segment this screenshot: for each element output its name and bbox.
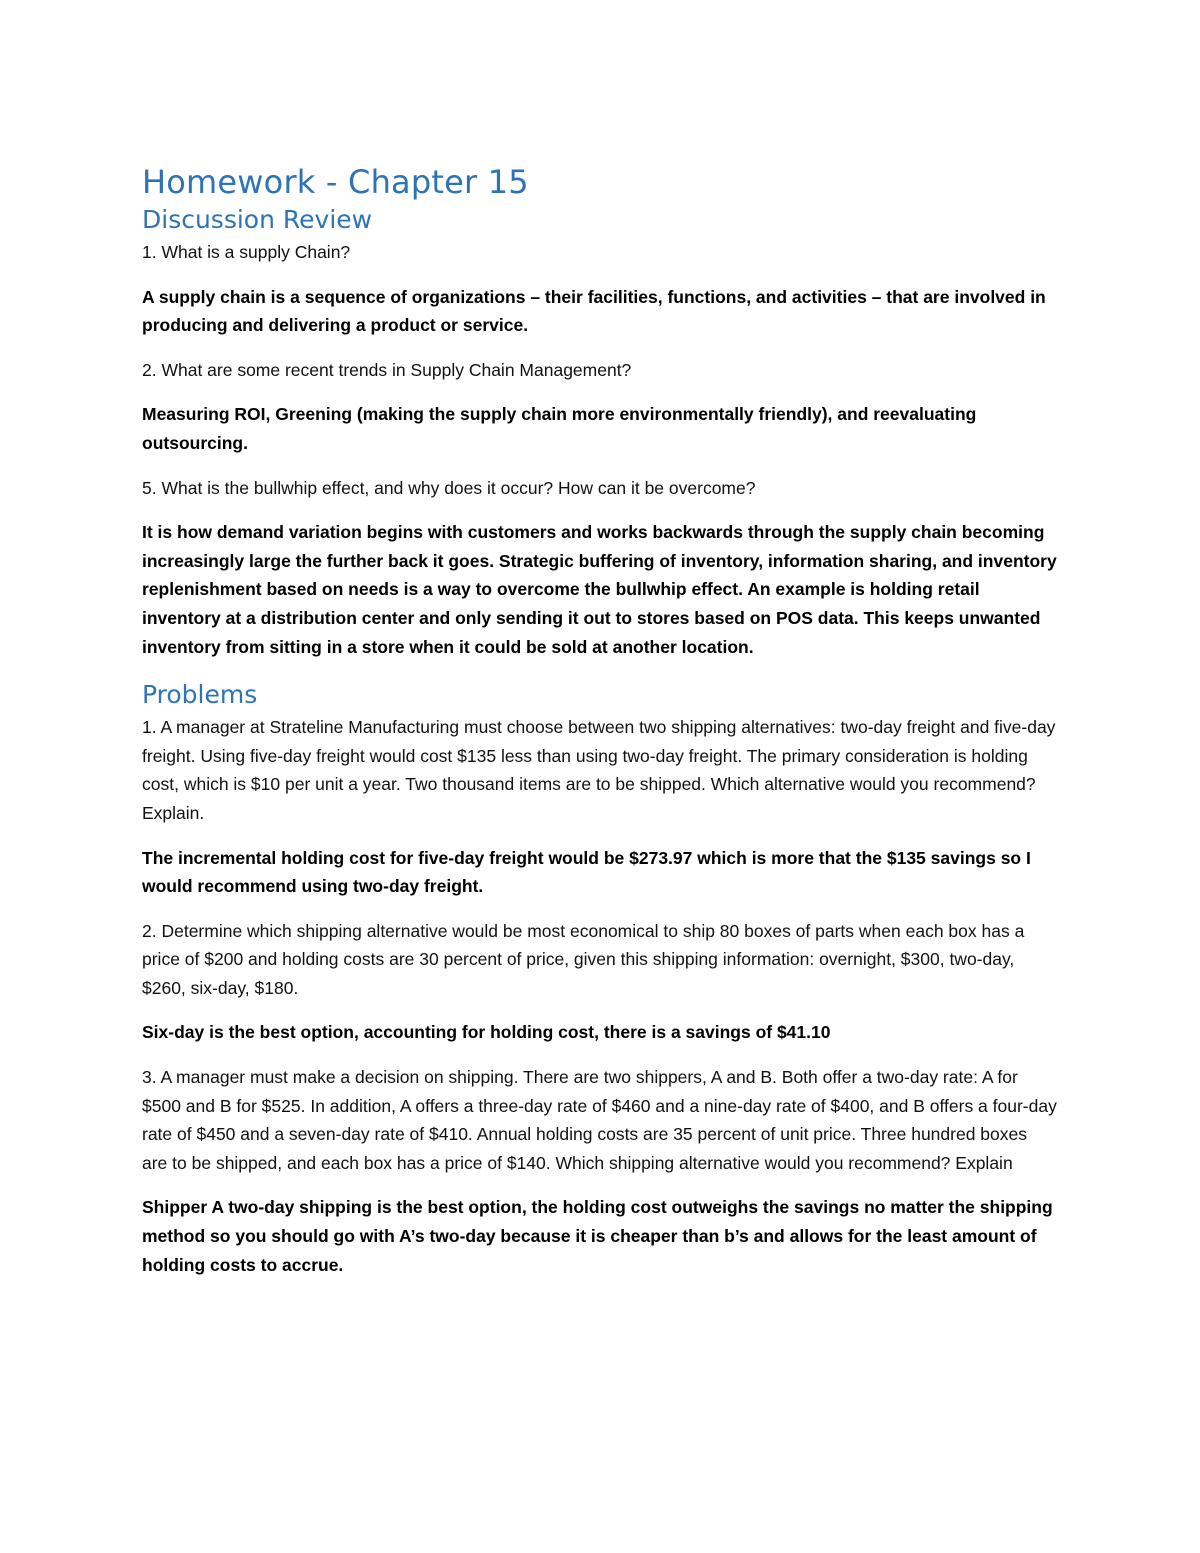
- document-title: Homework - Chapter 15: [142, 163, 529, 201]
- problem-question-1: 1. A manager at Strateline Manufacturing must choose between two shipping alternatives: two-day freight and five-day freight. Using five-day freight would cost $135 less than using two-day freight. The primary consideration is holding cost, which is $10 per unit a year. Two thousand items are to be shipped. Which alternative would you recommend? Explain.: [142, 717, 1056, 823]
- discussion-question-5: 5. What is the bullwhip effect, and why does it occur? How can it be overcome?: [142, 477, 756, 498]
- problem-question-3: 3. A manager must make a decision on shipping. There are two shippers, A and B. Both offer a two-day rate: A for $500 and B for $525. In addition, A offers a three-day rate of $460 and a nine-day rate of $400, and B offers a four-day rate of $450 and a seven-day rate of $410. Annual holding costs are 35 percent of unit price. Three hundred boxes are to be shipped, and each box has a price of $140. Which shipping alternative would you recommend? Explain: [142, 1067, 1057, 1173]
- discussion-answer-1: A supply chain is a sequence of organizations – their facilities, functions, and activities – that are involved in producing and delivering a product or service.: [142, 286, 1046, 336]
- document-page: [142, 162, 1057, 1295]
- discussion-question-1: 1. What is a supply Chain?: [142, 242, 351, 262]
- discussion-answer-2: Measuring ROI, Greening (making the supply chain more environmentally friendly), and reevaluating outsourcing.: [142, 404, 977, 453]
- problem-question-2: 2. Determine which shipping alternative would be most economical to ship 80 boxes of parts when each box has a price of $200 and holding costs are 30 percent of price, given this shipping information: overnight, $300, two-day, $260, six-day, $180.: [142, 920, 1025, 998]
- problem-answer-2: Six-day is the best option, accounting for holding cost, there is a savings of $41.10: [142, 1022, 831, 1043]
- discussion-review-heading: Discussion Review: [142, 205, 373, 234]
- discussion-question-2: 2. What are some recent trends in Supply Chain Management?: [142, 359, 632, 380]
- problems-heading: Problems: [142, 680, 258, 710]
- problem-answer-1: The incremental holding cost for five-day freight would be $273.97 which is more that the $135 savings so I would recommend using two-day freight.: [142, 847, 1031, 897]
- discussion-answer-5: It is how demand variation begins with customers and works backwards through the supply chain becoming increasingly large the further back it goes. Strategic buffering of inventory, information sharing, and inventory replenishment based on needs is a way to overcome the bullwhip effect. An example is holding retail inventory at a distribution center and only sending it out to stores based on POS data. This keeps unwanted inventory from sitting in a store when it could be sold at another location.: [142, 522, 1057, 657]
- problem-answer-3: Shipper A two-day shipping is the best option, the holding cost outweighs the savings no matter the shipping method so you should go with A’s two-day because it is cheaper than b’s and allows for the least amount of holding costs to accrue.: [142, 1197, 1053, 1275]
